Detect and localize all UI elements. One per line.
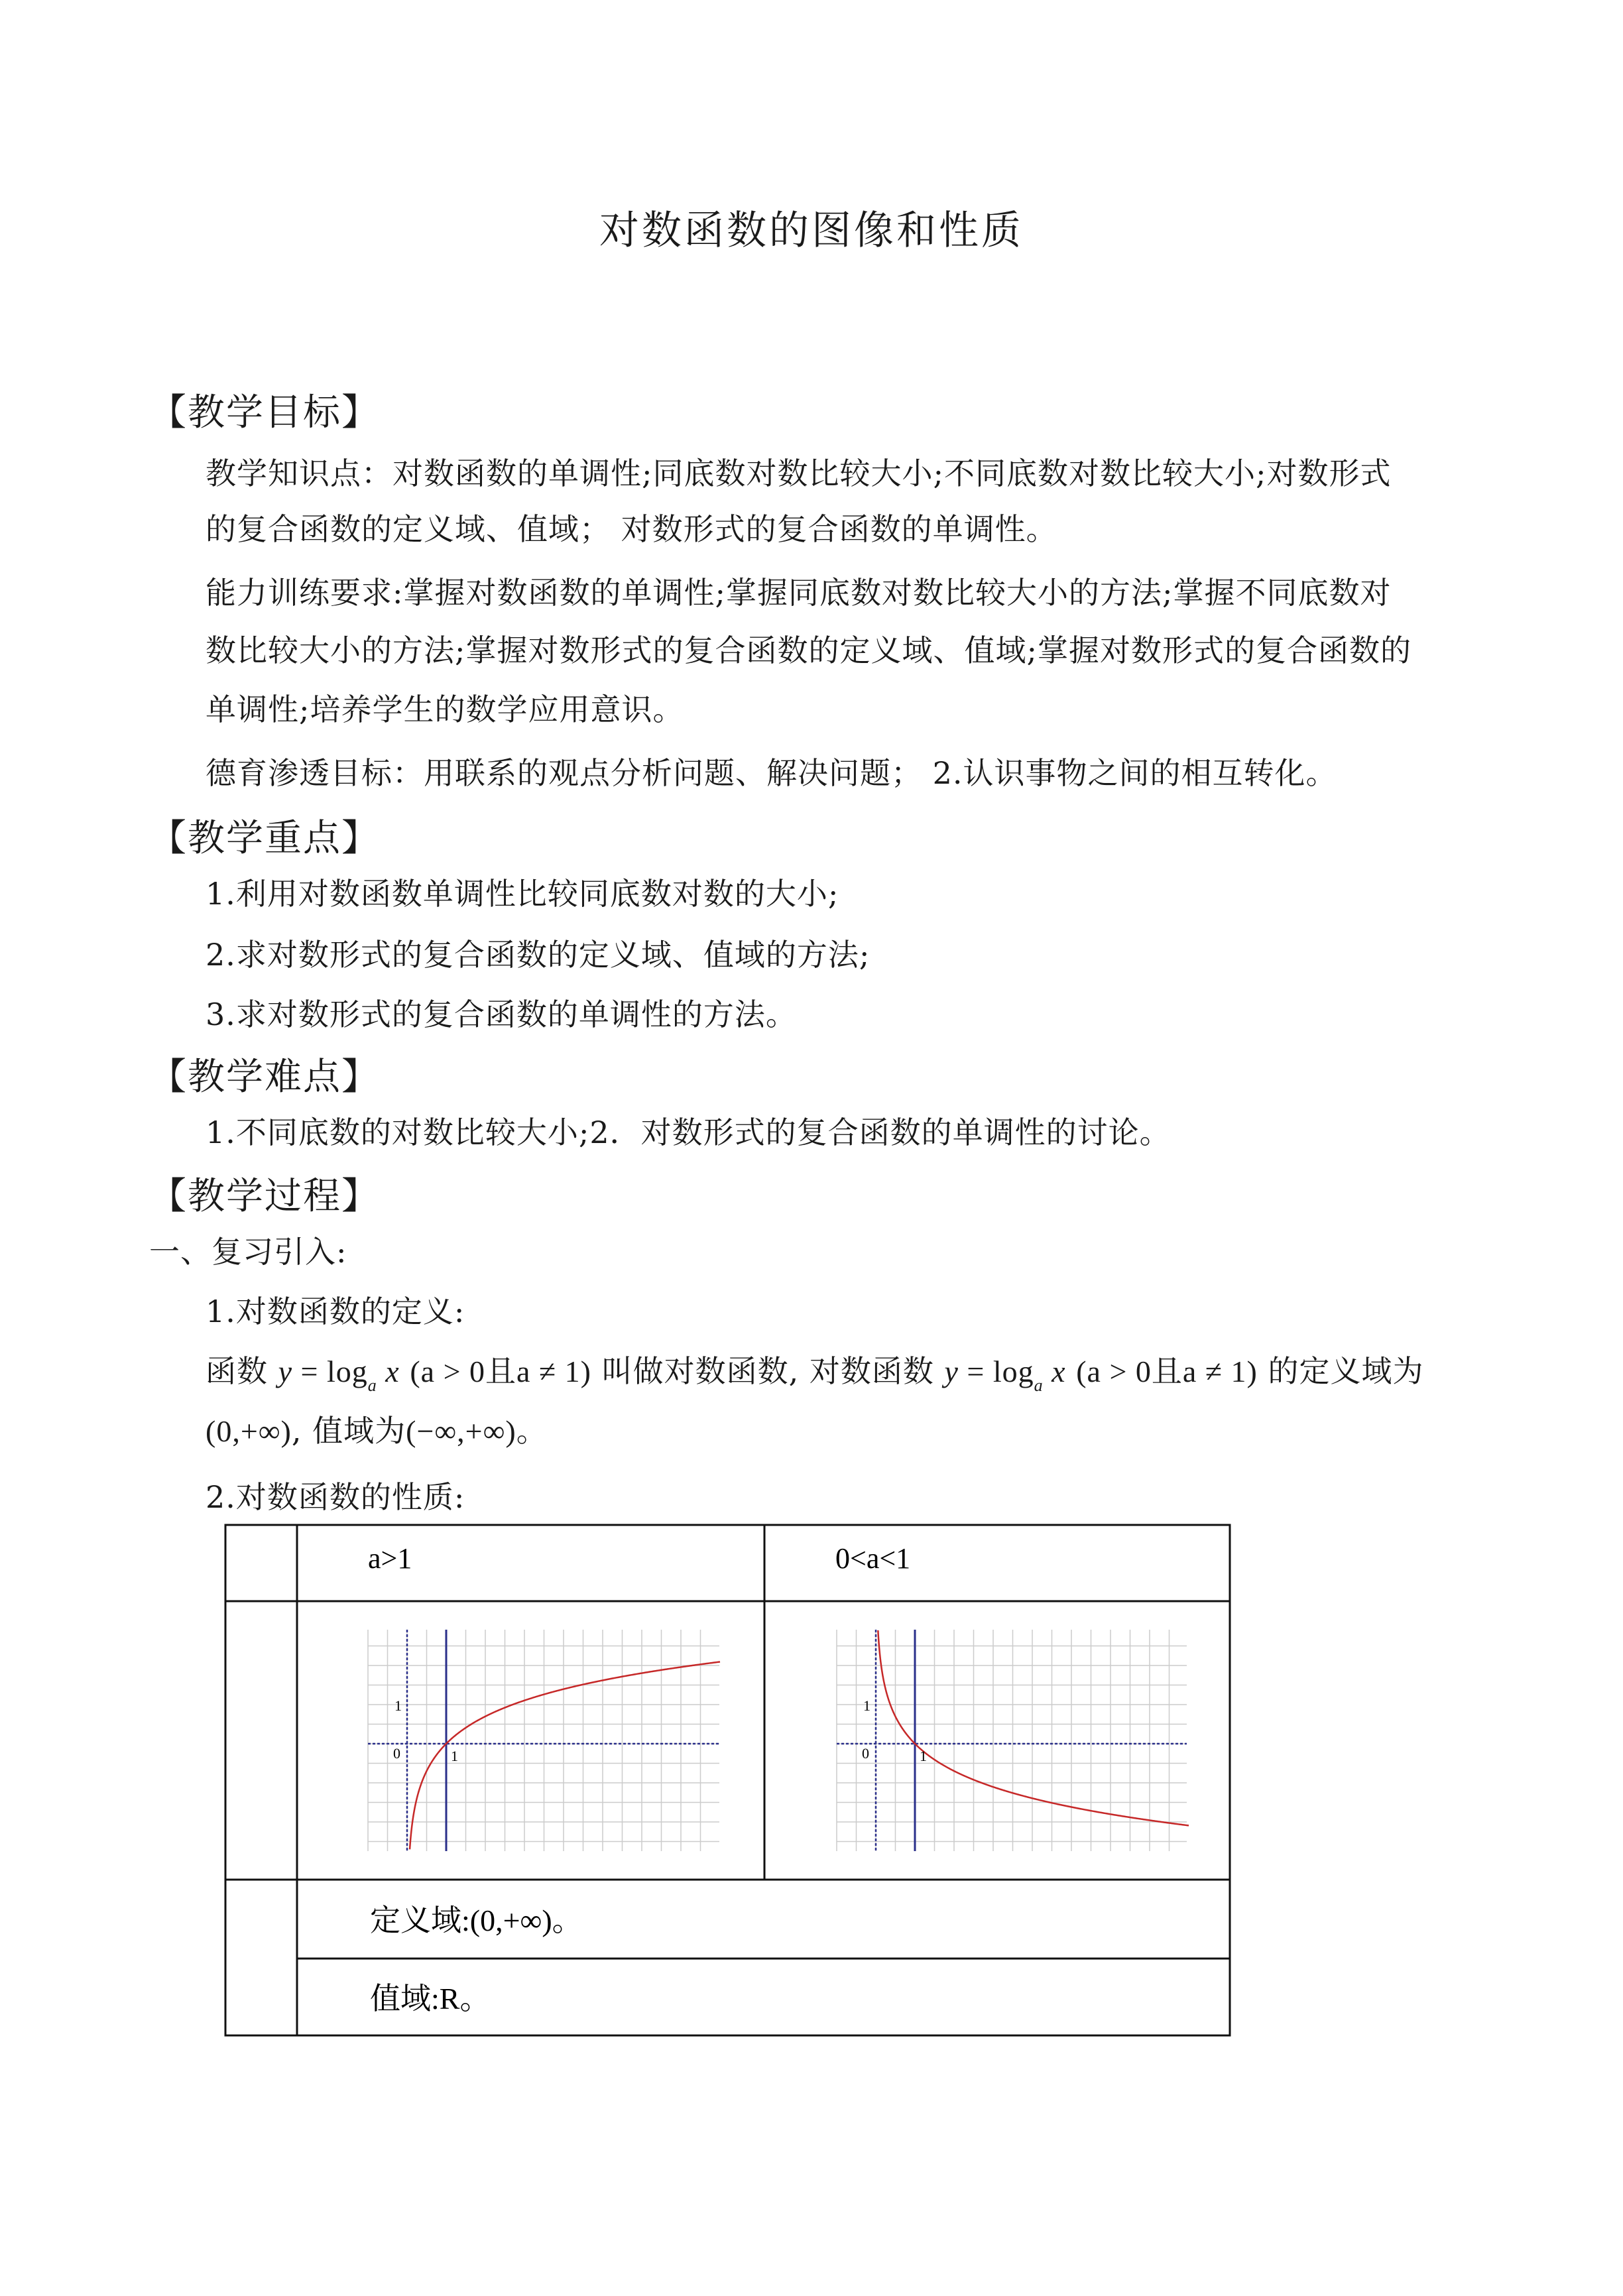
header-a-greater-1: a>1 [368,1542,412,1575]
key-point-item: 1.利用对数函数单调性比较同底数对数的大小; [206,876,839,912]
tick-label-x-1: 1 [451,1748,458,1764]
origin-label: 0 [393,1745,400,1762]
definition-end: 。 [516,1413,548,1449]
table-borders [225,1525,1230,2035]
log-curve-decreasing [878,1630,1189,1825]
range-label: , 值域为 [291,1413,406,1449]
domain-row-text: 定义域:(0,+∞)。 [370,1903,583,1937]
section-heading-key-points: 【教学重点】 [149,817,380,860]
definition-heading: 1.对数函数的定义: [206,1294,465,1329]
graph-log-decreasing [837,1630,1189,1851]
goals-knowledge-line: 的复合函数的定义域、值域； 对数形式的复合函数的单调性。 [206,511,1057,547]
range-interval: (−∞,+∞) [406,1414,516,1448]
goals-ability-line: 单调性;培养学生的数学应用意识。 [206,692,684,727]
review-heading: 一、复习引入: [149,1234,347,1270]
graph-log-increasing [368,1630,720,1851]
origin-label: 0 [862,1745,869,1762]
goals-moral-line: 德育渗透目标：用联系的观点分析问题、解决问题； 2.认识事物之间的相互转化。 [206,755,1337,791]
formula-log-2: $y = \log_a x$ [944,1355,1066,1395]
section-heading-goals: 【教学目标】 [149,391,380,434]
section-heading-difficulties: 【教学难点】 [149,1056,380,1099]
tick-label-y-1: 1 [863,1697,871,1714]
tick-label-y-1: 1 [394,1697,402,1714]
goals-ability-line: 能力训练要求:掌握对数函数的单调性;掌握同底数对数比较大小的方法;掌握不同底数对 [206,575,1392,611]
goals-knowledge-line: 教学知识点：对数函数的单调性;同底数对数比较大小;不同底数对数比较大小;对数形式 [206,455,1392,491]
domain-interval: (0,+∞) [206,1414,292,1448]
condition-2: (a > 0且a ≠ 1) [1076,1355,1258,1388]
range-row-text: 值域:R。 [370,1982,491,2016]
difficulty-item: 1.不同底数的对数比较大小;2．对数形式的复合函数的单调性的讨论。 [206,1115,1171,1150]
definition-prefix: 函数 [206,1353,268,1389]
graph-grid [368,1630,719,1851]
definition-middle: 叫做对数函数, 对数函数 [601,1353,934,1389]
definition-suffix: 的定义域为 [1268,1353,1424,1389]
tick-label-x-1: 1 [920,1748,927,1764]
goals-ability-line: 数比较大小的方法;掌握对数形式的复合函数的定义域、值域;掌握对数形式的复合函数的 [206,633,1412,668]
key-point-item: 3.求对数形式的复合函数的单调性的方法。 [206,997,797,1032]
properties-heading: 2.对数函数的性质: [206,1479,465,1515]
section-heading-process: 【教学过程】 [149,1175,380,1218]
key-point-item: 2.求对数形式的复合函数的定义域、值域的方法; [206,937,871,973]
formula-log-1: $y = \log_a x$ [278,1355,400,1395]
condition-1: (a > 0且a ≠ 1) [410,1355,591,1388]
page-title: 对数函数的图像和性质 [599,208,1024,254]
header-a-less-1: 0<a<1 [835,1542,911,1575]
